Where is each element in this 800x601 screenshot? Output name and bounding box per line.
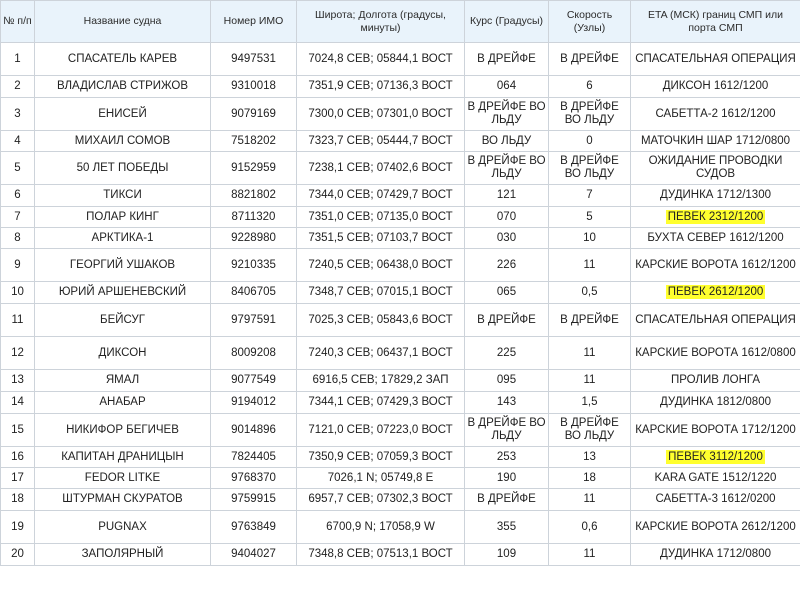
table-header-row bbox=[1, 1, 800, 43]
eta-highlight: ПЕВЕК 2312/1200 bbox=[667, 210, 764, 223]
table-row bbox=[1, 131, 800, 152]
cell-coordinates: 7351,5 СЕВ; 07103,7 ВОСТ bbox=[297, 228, 465, 249]
cell-coordinates: 7240,5 СЕВ; 06438,0 ВОСТ bbox=[297, 249, 465, 282]
cell-eta: САБЕТТА-3 1612/0200 bbox=[631, 489, 800, 511]
cell-speed: В ДРЕЙФЕ ВО ЛЬДУ bbox=[549, 414, 631, 447]
cell-speed: В ДРЕЙФЕ ВО ЛЬДУ bbox=[549, 98, 631, 131]
cell-eta bbox=[631, 447, 800, 468]
cell-vessel-name: 50 ЛЕТ ПОБЕДЫ bbox=[35, 152, 211, 185]
cell-row-number: 1 bbox=[1, 43, 35, 76]
table-row bbox=[1, 370, 800, 392]
cell-imo-number: 9194012 bbox=[211, 392, 297, 414]
cell-row-number: 7 bbox=[1, 207, 35, 228]
cell-imo-number: 8406705 bbox=[211, 282, 297, 304]
cell-speed: 5 bbox=[549, 207, 631, 228]
cell-row-number: 10 bbox=[1, 282, 35, 304]
cell-eta: КАРСКИЕ ВОРОТА 2612/1200 bbox=[631, 511, 800, 544]
cell-course: 355 bbox=[465, 511, 549, 544]
cell-vessel-name: ШТУРМАН СКУРАТОВ bbox=[35, 489, 211, 511]
cell-coordinates: 7348,7 СЕВ; 07015,1 ВОСТ bbox=[297, 282, 465, 304]
cell-eta: БУХТА СЕВЕР 1612/1200 bbox=[631, 228, 800, 249]
cell-course: 190 bbox=[465, 468, 549, 489]
cell-row-number: 6 bbox=[1, 185, 35, 207]
cell-speed: 0,6 bbox=[549, 511, 631, 544]
cell-speed: 1,5 bbox=[549, 392, 631, 414]
table-row bbox=[1, 447, 800, 468]
table-body bbox=[1, 43, 800, 566]
cell-course: В ДРЕЙФЕ ВО ЛЬДУ bbox=[465, 98, 549, 131]
cell-vessel-name: ЮРИЙ АРШЕНЕВСКИЙ bbox=[35, 282, 211, 304]
cell-vessel-name: АРКТИКА-1 bbox=[35, 228, 211, 249]
cell-speed: 11 bbox=[549, 544, 631, 566]
cell-speed: 18 bbox=[549, 468, 631, 489]
cell-row-number: 2 bbox=[1, 76, 35, 98]
cell-course: 121 bbox=[465, 185, 549, 207]
cell-imo-number: 9310018 bbox=[211, 76, 297, 98]
cell-vessel-name: МИХАИЛ СОМОВ bbox=[35, 131, 211, 152]
cell-row-number: 3 bbox=[1, 98, 35, 131]
cell-speed: 6 bbox=[549, 76, 631, 98]
cell-vessel-name: ЕНИСЕЙ bbox=[35, 98, 211, 131]
cell-row-number: 9 bbox=[1, 249, 35, 282]
cell-imo-number: 8821802 bbox=[211, 185, 297, 207]
cell-course: В ДРЕЙФЕ ВО ЛЬДУ bbox=[465, 152, 549, 185]
cell-coordinates: 7350,9 СЕВ; 07059,3 ВОСТ bbox=[297, 447, 465, 468]
cell-row-number: 18 bbox=[1, 489, 35, 511]
cell-imo-number: 9210335 bbox=[211, 249, 297, 282]
cell-coordinates: 7025,3 СЕВ; 05843,6 ВОСТ bbox=[297, 304, 465, 337]
eta-highlight: ПЕВЕК 3112/1200 bbox=[668, 450, 763, 463]
cell-imo-number: 9759915 bbox=[211, 489, 297, 511]
cell-row-number: 8 bbox=[1, 228, 35, 249]
cell-vessel-name: ПОЛАР КИНГ bbox=[35, 207, 211, 228]
table-row bbox=[1, 414, 800, 447]
cell-course: 070 bbox=[465, 207, 549, 228]
cell-coordinates: 7240,3 СЕВ; 06437,1 ВОСТ bbox=[297, 337, 465, 370]
table-row bbox=[1, 228, 800, 249]
cell-eta: КАРСКИЕ ВОРОТА 1612/1200 bbox=[631, 249, 800, 282]
table-row bbox=[1, 304, 800, 337]
cell-course: В ДРЕЙФЕ bbox=[465, 43, 549, 76]
cell-imo-number: 9497531 bbox=[211, 43, 297, 76]
table-row bbox=[1, 152, 800, 185]
cell-vessel-name: PUGNAX bbox=[35, 511, 211, 544]
cell-imo-number: 7518202 bbox=[211, 131, 297, 152]
cell-row-number: 17 bbox=[1, 468, 35, 489]
cell-eta: МАТОЧКИН ШАР 1712/0800 bbox=[631, 131, 800, 152]
cell-speed: 11 bbox=[549, 337, 631, 370]
cell-row-number: 12 bbox=[1, 337, 35, 370]
cell-coordinates: 7300,0 СЕВ; 07301,0 ВОСТ bbox=[297, 98, 465, 131]
cell-eta: ОЖИДАНИЕ ПРОВОДКИ СУДОВ bbox=[631, 152, 800, 185]
table-row bbox=[1, 544, 800, 566]
table-row bbox=[1, 468, 800, 489]
cell-eta: КАРСКИЕ ВОРОТА 1712/1200 bbox=[631, 414, 800, 447]
header-eta: ETA (МСК) границ СМП или порта СМП bbox=[631, 1, 800, 43]
cell-vessel-name: ГЕОРГИЙ УШАКОВ bbox=[35, 249, 211, 282]
cell-eta: СПАСАТЕЛЬНАЯ ОПЕРАЦИЯ bbox=[631, 304, 800, 337]
cell-eta: СПАСАТЕЛЬНАЯ ОПЕРАЦИЯ bbox=[631, 43, 800, 76]
cell-eta: KARA GATE 1512/1220 bbox=[631, 468, 800, 489]
cell-imo-number: 9768370 bbox=[211, 468, 297, 489]
cell-coordinates: 7238,1 СЕВ; 07402,6 ВОСТ bbox=[297, 152, 465, 185]
cell-course: В ДРЕЙФЕ bbox=[465, 304, 549, 337]
table-row bbox=[1, 207, 800, 228]
cell-eta: ДУДИНКА 1712/0800 bbox=[631, 544, 800, 566]
cell-imo-number: 9228980 bbox=[211, 228, 297, 249]
cell-eta bbox=[631, 207, 800, 228]
cell-course: В ДРЕЙФЕ bbox=[465, 489, 549, 511]
cell-course: 253 bbox=[465, 447, 549, 468]
cell-course: 030 bbox=[465, 228, 549, 249]
cell-coordinates: 7351,9 СЕВ; 07136,3 ВОСТ bbox=[297, 76, 465, 98]
header-coordinates: Широта; Долгота (градусы, минуты) bbox=[297, 1, 465, 43]
cell-course: 109 bbox=[465, 544, 549, 566]
cell-coordinates: 6916,5 СЕВ; 17829,2 ЗАП bbox=[297, 370, 465, 392]
cell-coordinates: 7351,0 СЕВ; 07135,0 ВОСТ bbox=[297, 207, 465, 228]
cell-imo-number: 9079169 bbox=[211, 98, 297, 131]
cell-eta: ДУДИНКА 1712/1300 bbox=[631, 185, 800, 207]
cell-course: В ДРЕЙФЕ ВО ЛЬДУ bbox=[465, 414, 549, 447]
cell-course: ВО ЛЬДУ bbox=[465, 131, 549, 152]
cell-row-number: 16 bbox=[1, 447, 35, 468]
cell-speed: 11 bbox=[549, 249, 631, 282]
cell-speed: 0,5 bbox=[549, 282, 631, 304]
header-number: № п/п bbox=[1, 1, 35, 43]
cell-speed: 10 bbox=[549, 228, 631, 249]
table-row bbox=[1, 282, 800, 304]
cell-coordinates: 6957,7 СЕВ; 07302,3 ВОСТ bbox=[297, 489, 465, 511]
cell-imo-number: 9077549 bbox=[211, 370, 297, 392]
cell-speed: В ДРЕЙФЕ ВО ЛЬДУ bbox=[549, 152, 631, 185]
cell-vessel-name: ЯМАЛ bbox=[35, 370, 211, 392]
cell-speed: 7 bbox=[549, 185, 631, 207]
cell-vessel-name: ВЛАДИСЛАВ СТРИЖОВ bbox=[35, 76, 211, 98]
cell-course: 226 bbox=[465, 249, 549, 282]
cell-row-number: 11 bbox=[1, 304, 35, 337]
cell-row-number: 15 bbox=[1, 414, 35, 447]
cell-speed: 11 bbox=[549, 489, 631, 511]
cell-coordinates: 6700,9 N; 17058,9 W bbox=[297, 511, 465, 544]
cell-course: 064 bbox=[465, 76, 549, 98]
cell-row-number: 19 bbox=[1, 511, 35, 544]
cell-speed: 0 bbox=[549, 131, 631, 152]
cell-course: 095 bbox=[465, 370, 549, 392]
cell-row-number: 13 bbox=[1, 370, 35, 392]
table-row bbox=[1, 98, 800, 131]
cell-vessel-name: СПАСАТЕЛЬ КАРЕВ bbox=[35, 43, 211, 76]
eta-highlight: ПЕВЕК 2612/1200 bbox=[667, 286, 764, 298]
cell-speed: 13 bbox=[549, 447, 631, 468]
table-row bbox=[1, 76, 800, 98]
cell-coordinates: 7121,0 СЕВ; 07223,0 ВОСТ bbox=[297, 414, 465, 447]
cell-imo-number: 9797591 bbox=[211, 304, 297, 337]
cell-imo-number: 9763849 bbox=[211, 511, 297, 544]
cell-speed: В ДРЕЙФЕ bbox=[549, 43, 631, 76]
cell-coordinates: 7024,8 СЕВ; 05844,1 ВОСТ bbox=[297, 43, 465, 76]
cell-imo-number: 9404027 bbox=[211, 544, 297, 566]
cell-eta bbox=[631, 282, 800, 304]
cell-speed: 11 bbox=[549, 370, 631, 392]
cell-row-number: 4 bbox=[1, 131, 35, 152]
cell-vessel-name: ДИКСОН bbox=[35, 337, 211, 370]
cell-vessel-name: КАПИТАН ДРАНИЦЫН bbox=[35, 447, 211, 468]
cell-row-number: 20 bbox=[1, 544, 35, 566]
cell-vessel-name: АНАБАР bbox=[35, 392, 211, 414]
table-row bbox=[1, 511, 800, 544]
cell-eta: ПРОЛИВ ЛОНГА bbox=[631, 370, 800, 392]
header-imo: Номер ИМО bbox=[211, 1, 297, 43]
cell-row-number: 5 bbox=[1, 152, 35, 185]
cell-course: 143 bbox=[465, 392, 549, 414]
cell-vessel-name: ТИКСИ bbox=[35, 185, 211, 207]
header-course: Курс (Градусы) bbox=[465, 1, 549, 43]
header-speed: Скорость (Узлы) bbox=[549, 1, 631, 43]
cell-eta: КАРСКИЕ ВОРОТА 1612/0800 bbox=[631, 337, 800, 370]
cell-imo-number: 8009208 bbox=[211, 337, 297, 370]
table-row bbox=[1, 249, 800, 282]
cell-eta: САБЕТТА-2 1612/1200 bbox=[631, 98, 800, 131]
cell-imo-number: 8711320 bbox=[211, 207, 297, 228]
header-vessel-name: Название судна bbox=[35, 1, 211, 43]
cell-eta: ДУДИНКА 1812/0800 bbox=[631, 392, 800, 414]
cell-course: 065 bbox=[465, 282, 549, 304]
cell-imo-number: 9152959 bbox=[211, 152, 297, 185]
cell-coordinates: 7026,1 N; 05749,8 E bbox=[297, 468, 465, 489]
cell-imo-number: 7824405 bbox=[211, 447, 297, 468]
cell-coordinates: 7348,8 СЕВ; 07513,1 ВОСТ bbox=[297, 544, 465, 566]
table-row bbox=[1, 43, 800, 76]
cell-vessel-name: НИКИФОР БЕГИЧЕВ bbox=[35, 414, 211, 447]
table-row bbox=[1, 337, 800, 370]
table-row bbox=[1, 392, 800, 414]
table-row bbox=[1, 185, 800, 207]
cell-row-number: 14 bbox=[1, 392, 35, 414]
cell-vessel-name: ЗАПОЛЯРНЫЙ bbox=[35, 544, 211, 566]
cell-speed: В ДРЕЙФЕ bbox=[549, 304, 631, 337]
cell-imo-number: 9014896 bbox=[211, 414, 297, 447]
cell-coordinates: 7344,0 СЕВ; 07429,7 ВОСТ bbox=[297, 185, 465, 207]
cell-course: 225 bbox=[465, 337, 549, 370]
cell-eta: ДИКСОН 1612/1200 bbox=[631, 76, 800, 98]
cell-vessel-name: БЕЙСУГ bbox=[35, 304, 211, 337]
cell-coordinates: 7344,1 СЕВ; 07429,3 ВОСТ bbox=[297, 392, 465, 414]
table-row bbox=[1, 489, 800, 511]
cell-vessel-name: FEDOR LITKE bbox=[35, 468, 211, 489]
cell-coordinates: 7323,7 СЕВ; 05444,7 ВОСТ bbox=[297, 131, 465, 152]
